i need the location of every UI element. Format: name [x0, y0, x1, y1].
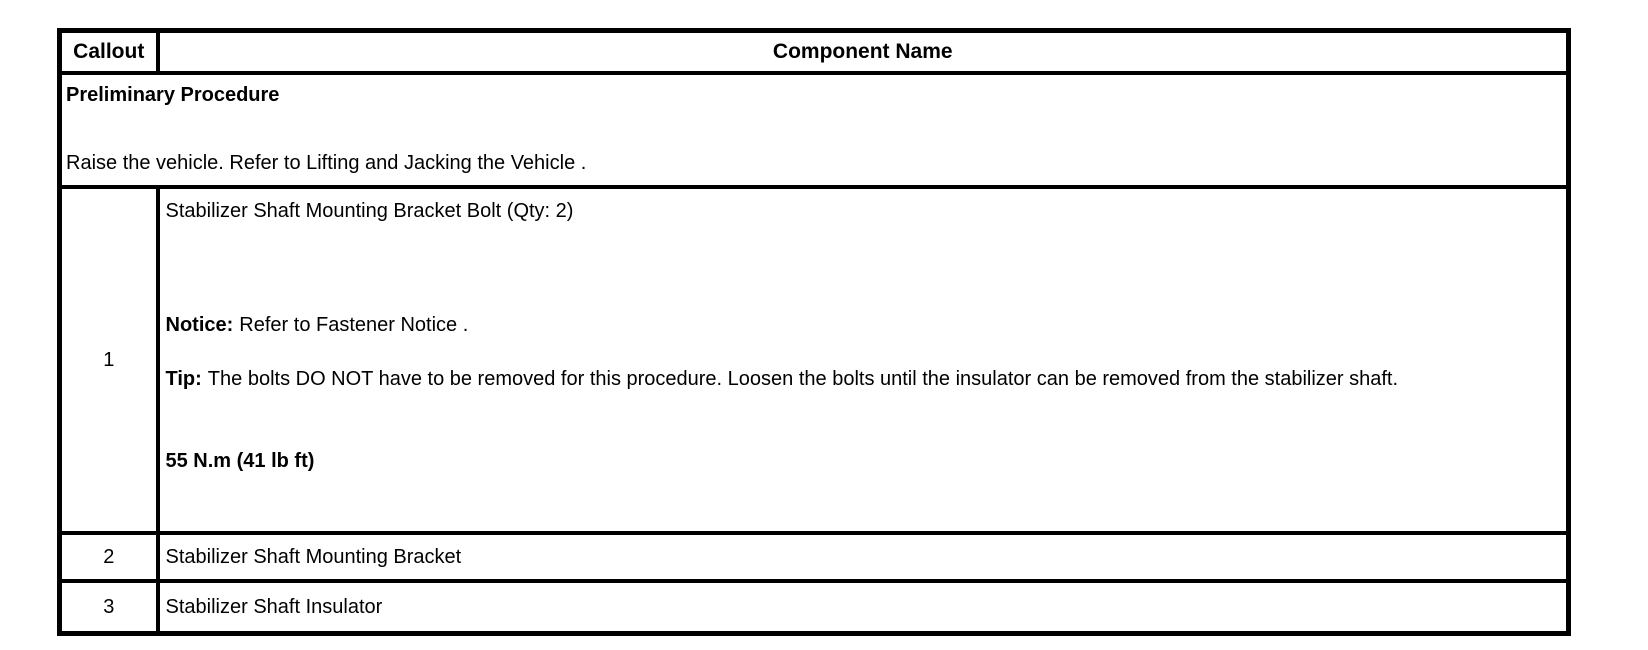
notice-line: [166, 311, 1557, 339]
component-name-3: Stabilizer Shaft Insulator: [158, 581, 1569, 634]
table-row-2: [60, 533, 1569, 581]
tip-line: [166, 365, 1557, 393]
callout-column-header: Callout: [60, 31, 158, 74]
preliminary-procedure-cell: [60, 73, 1569, 187]
component-title: Stabilizer Shaft Mounting Bracket Bolt (Qty: 2): [165, 200, 574, 222]
table-row-1: [60, 187, 1569, 533]
callout-number-1: 1: [60, 187, 158, 533]
table-header-row: [60, 31, 1569, 74]
component-callout-table: [57, 28, 1571, 636]
preliminary-procedure-row: [60, 73, 1569, 187]
torque-spec: 55 N.m (41 lb ft): [165, 450, 315, 472]
notice-text: Refer to Fastener Notice .: [239, 314, 469, 336]
preliminary-procedure-title: Preliminary Procedure: [66, 84, 280, 106]
component-name-2: Stabilizer Shaft Mounting Bracket: [158, 533, 1569, 581]
tip-label: Tip:: [165, 368, 202, 390]
callout-number-3: 3: [60, 581, 158, 634]
component-name-column-header: Component Name: [158, 31, 1569, 74]
callout-number-2: 2: [60, 533, 158, 581]
preliminary-procedure-text: Raise the vehicle. Refer to Lifting and Jacking the Vehicle .: [66, 152, 587, 174]
tip-text: The bolts DO NOT have to be removed for this procedure. Loosen the bolts until the insulator can be removed from the stabilizer shaft.: [207, 368, 1399, 390]
table-row-3: [60, 581, 1569, 634]
notice-label: Notice:: [165, 314, 234, 336]
component-detail-cell-1: [158, 187, 1569, 533]
